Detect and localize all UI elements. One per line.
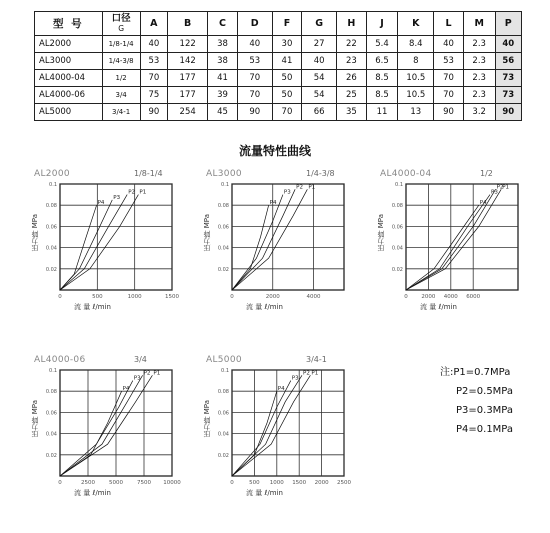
- curve-label: P4: [97, 200, 105, 207]
- chart-svg: [28, 358, 182, 498]
- x-tick-label: 7500: [137, 480, 151, 486]
- dimension-cell: 75: [140, 87, 167, 104]
- flow-chart-al4000-06: [28, 355, 184, 510]
- dimension-cell: 70: [140, 70, 167, 87]
- y-tick-label: 0.06: [391, 224, 403, 231]
- dimension-cell: 41: [272, 53, 302, 70]
- port-cell: 1/2: [102, 70, 140, 87]
- y-tick-label: 0.08: [217, 203, 229, 210]
- model-cell: AL5000: [35, 104, 103, 121]
- y-tick-label: 0.02: [45, 266, 57, 273]
- plot-frame: [406, 184, 518, 290]
- header-col: M: [463, 12, 495, 36]
- chart-port-size: 3/4: [134, 355, 147, 364]
- x-tick-label: 6000: [466, 294, 481, 300]
- note-line: P2=0.5MPa: [456, 386, 514, 397]
- curve-label: P3: [113, 194, 121, 201]
- x-tick-label: 1000: [127, 294, 142, 300]
- chart-svg: [200, 172, 354, 312]
- chart-port-size: 1/4-3/8: [306, 169, 335, 178]
- model-cell: AL2000: [35, 36, 103, 53]
- dimension-cell: 40: [302, 53, 337, 70]
- x-tick-label: 2000: [265, 294, 280, 300]
- curve-label: P2: [303, 370, 310, 377]
- curve-label: P1: [139, 189, 147, 196]
- dimension-cell: 10.5: [398, 87, 434, 104]
- dimension-cell: 142: [168, 53, 208, 70]
- note-line: P4=0.1MPa: [456, 424, 514, 435]
- model-cell: AL4000-06: [35, 87, 103, 104]
- dimension-cell: 5.4: [366, 36, 398, 53]
- chart-port-size: 1/2: [480, 169, 493, 178]
- curve-label: P4: [122, 386, 130, 393]
- port-cell: 3/4-1: [102, 104, 140, 121]
- dimension-cell: 53: [237, 53, 272, 70]
- dimension-cell: 66: [302, 104, 337, 121]
- dimension-cell: 25: [337, 87, 367, 104]
- dimension-cell: 177: [168, 87, 208, 104]
- chart-svg: [200, 358, 354, 498]
- dimension-cell: 70: [272, 104, 302, 121]
- x-tick-label: 500: [249, 480, 260, 486]
- dimension-cell: 73: [495, 87, 521, 104]
- curve-p3: [60, 200, 112, 290]
- y-tick-label: 0.04: [217, 245, 229, 252]
- spec-row: [35, 53, 522, 70]
- dimension-cell: 8.4: [398, 36, 434, 53]
- curve-label: P2: [143, 370, 151, 377]
- dimension-cell: 35: [337, 104, 367, 121]
- dimension-cell: 40: [140, 36, 167, 53]
- curve-label: P4: [277, 386, 285, 393]
- section-title: 流量特性曲线: [238, 144, 311, 158]
- y-tick-label: 0.08: [217, 389, 229, 396]
- dimension-cell: 40: [495, 36, 521, 53]
- header-port-label: 口径: [111, 12, 131, 24]
- y-tick-label: 0.1: [49, 368, 57, 374]
- header-col: F: [272, 12, 302, 36]
- curve-label: P1: [308, 184, 316, 191]
- dimension-cell: 40: [434, 36, 464, 53]
- header-col: P: [495, 12, 521, 36]
- chart-port-size: 1/8-1/4: [134, 169, 163, 178]
- dimension-cell: 3.2: [463, 104, 495, 121]
- y-axis-label: 压力降 MPa: [31, 214, 39, 252]
- curve-label: P2: [296, 184, 303, 191]
- dimension-cell: 8.5: [366, 70, 398, 87]
- header-port-unit: G: [118, 23, 125, 33]
- header-col: A: [140, 12, 167, 36]
- dimension-cell: 73: [495, 70, 521, 87]
- header-col: B: [168, 12, 208, 36]
- x-tick-label: 1500: [292, 480, 307, 486]
- curve-p2: [60, 375, 143, 476]
- flow-chart-al3000: [200, 169, 356, 324]
- y-tick-label: 0.08: [45, 203, 57, 210]
- dimension-cell: 90: [237, 104, 272, 121]
- dimension-cell: 2.3: [463, 53, 495, 70]
- dimension-cell: 27: [302, 36, 337, 53]
- dimension-cell: 90: [434, 104, 464, 121]
- flow-chart-al4000-04: [374, 169, 530, 324]
- x-tick-label: 2000: [314, 480, 329, 486]
- dimension-cell: 50: [272, 87, 302, 104]
- x-tick-label: 0: [230, 480, 234, 486]
- dimension-cell: 53: [434, 53, 464, 70]
- dimension-cell: 2.3: [463, 70, 495, 87]
- port-cell: 1/4-3/8: [102, 53, 140, 70]
- curve-label: P4: [479, 200, 487, 207]
- x-axis-label: 流 量 ℓ/min: [74, 489, 111, 497]
- header-col: D: [237, 12, 272, 36]
- x-axis-label: 流 量 ℓ/min: [246, 303, 283, 311]
- model-cell: AL3000: [35, 53, 103, 70]
- spec-row: [35, 104, 522, 121]
- y-tick-label: 0.02: [391, 266, 403, 273]
- dimension-cell: 90: [495, 104, 521, 121]
- curve-label: P2: [128, 189, 136, 196]
- y-tick-label: 0.06: [45, 410, 57, 417]
- curve-p2: [232, 375, 302, 476]
- curve-p3: [232, 381, 291, 476]
- x-tick-label: 2000: [421, 294, 436, 300]
- spec-row: [35, 70, 522, 87]
- chart-title: AL5000: [206, 355, 242, 365]
- header-col: K: [398, 12, 434, 36]
- dimension-cell: 54: [302, 87, 337, 104]
- header-col: J: [366, 12, 398, 36]
- dimension-cell: 70: [434, 70, 464, 87]
- chart-title: AL4000-06: [34, 355, 86, 365]
- curve-label: P1: [502, 184, 510, 191]
- curve-label: P3: [283, 189, 291, 196]
- x-tick-label: 2500: [337, 480, 351, 486]
- y-tick-label: 0.04: [391, 245, 403, 252]
- curve-p3: [60, 381, 133, 476]
- x-tick-label: 2500: [81, 480, 95, 486]
- dimension-cell: 6.5: [366, 53, 398, 70]
- y-tick-label: 0.1: [221, 368, 229, 374]
- note-line: 注:P1=0.7MPa: [440, 367, 511, 378]
- dimension-cell: 41: [208, 70, 238, 87]
- dimension-cell: 70: [237, 70, 272, 87]
- y-tick-label: 0.04: [45, 245, 57, 252]
- x-tick-label: 5000: [109, 480, 123, 486]
- dimension-cell: 10.5: [398, 70, 434, 87]
- flow-chart-al5000: [200, 355, 356, 510]
- y-axis-label: 压力降 MPa: [203, 214, 211, 252]
- dimension-cell: 39: [208, 87, 238, 104]
- y-tick-label: 0.06: [217, 410, 229, 417]
- dimension-cell: 13: [398, 104, 434, 121]
- y-tick-label: 0.1: [49, 182, 57, 188]
- header-col: L: [434, 12, 464, 36]
- spec-table: [34, 11, 522, 121]
- plot-frame: [232, 184, 344, 290]
- curve-p3: [406, 195, 490, 290]
- y-tick-label: 0.06: [45, 224, 57, 231]
- y-tick-label: 0.08: [45, 389, 57, 396]
- header-col: G: [302, 12, 337, 36]
- y-axis-label: 压力降 MPa: [31, 400, 39, 438]
- header-col: H: [337, 12, 367, 36]
- y-tick-label: 0.04: [217, 431, 229, 438]
- chart-title: AL3000: [206, 169, 242, 179]
- curve-p2: [60, 195, 127, 290]
- chart-svg: [374, 172, 528, 312]
- curve-p1: [406, 189, 501, 290]
- dimension-cell: 2.3: [463, 87, 495, 104]
- dimension-cell: 2.3: [463, 36, 495, 53]
- y-axis-label: 压力降 MPa: [377, 214, 385, 252]
- flow-chart-al2000: [28, 169, 184, 324]
- spec-row: [35, 87, 522, 104]
- y-tick-label: 0.08: [391, 203, 403, 210]
- x-tick-label: 0: [58, 480, 62, 486]
- dimension-cell: 122: [168, 36, 208, 53]
- dimension-cell: 8.5: [366, 87, 398, 104]
- dimension-cell: 53: [140, 53, 167, 70]
- dimension-cell: 38: [208, 36, 238, 53]
- spec-row: [35, 36, 522, 53]
- dimension-cell: 45: [208, 104, 238, 121]
- curve-label: P3: [291, 375, 299, 382]
- x-tick-label: 0: [230, 294, 234, 300]
- x-tick-label: 4000: [306, 294, 321, 300]
- curve-label: P1: [153, 370, 161, 377]
- x-axis-label: 流 量 ℓ/min: [246, 489, 283, 497]
- dimension-cell: 70: [237, 87, 272, 104]
- y-axis-label: 压力降 MPa: [203, 400, 211, 438]
- x-axis-label: 流 量 ℓ/min: [420, 303, 457, 311]
- x-tick-label: 1500: [165, 294, 179, 300]
- curve-label: P2: [496, 184, 504, 191]
- x-tick-label: 500: [92, 294, 103, 300]
- dimension-cell: 30: [272, 36, 302, 53]
- curve-label: P4: [269, 200, 277, 207]
- y-tick-label: 0.02: [217, 452, 229, 459]
- chart-title: AL4000-04: [380, 169, 432, 179]
- spec-header-row: [35, 12, 522, 36]
- dimension-cell: 8: [398, 53, 434, 70]
- dimension-cell: 54: [302, 70, 337, 87]
- dimension-cell: 22: [337, 36, 367, 53]
- y-tick-label: 0.1: [221, 182, 229, 188]
- dimension-cell: 50: [272, 70, 302, 87]
- dimension-cell: 254: [168, 104, 208, 121]
- dimension-cell: 70: [434, 87, 464, 104]
- y-tick-label: 0.04: [45, 431, 57, 438]
- model-cell: AL4000-04: [35, 70, 103, 87]
- x-tick-label: 0: [58, 294, 62, 300]
- header-model: 型 号: [35, 12, 103, 36]
- dimension-cell: 26: [337, 70, 367, 87]
- y-tick-label: 0.02: [45, 452, 57, 459]
- curve-p3: [232, 195, 283, 290]
- chart-svg: [28, 172, 182, 312]
- dimension-cell: 11: [366, 104, 398, 121]
- dimension-cell: 40: [237, 36, 272, 53]
- header-port: [102, 12, 140, 36]
- y-tick-label: 0.02: [217, 266, 229, 273]
- dimension-cell: 56: [495, 53, 521, 70]
- y-tick-label: 0.06: [217, 224, 229, 231]
- y-tick-label: 0.1: [395, 182, 403, 188]
- curve-label: P1: [311, 370, 319, 377]
- note-line: P3=0.3MPa: [456, 405, 514, 416]
- x-tick-label: 10000: [163, 480, 181, 486]
- dimension-cell: 38: [208, 53, 238, 70]
- dimension-cell: 177: [168, 70, 208, 87]
- port-cell: 3/4: [102, 87, 140, 104]
- spec-table-body: [35, 36, 522, 121]
- header-col: C: [208, 12, 238, 36]
- pressure-note: [440, 363, 513, 439]
- port-cell: 1/8-1/4: [102, 36, 140, 53]
- x-tick-label: 4000: [443, 294, 458, 300]
- x-axis-label: 流 量 ℓ/min: [74, 303, 111, 311]
- curve-label: P3: [133, 375, 141, 382]
- curve-p1: [232, 375, 310, 476]
- x-tick-label: 0: [404, 294, 408, 300]
- curve-p2: [232, 189, 295, 290]
- dimension-cell: 90: [140, 104, 167, 121]
- dimension-cell: 23: [337, 53, 367, 70]
- curve-label: P3: [491, 189, 498, 196]
- x-tick-label: 1000: [269, 480, 284, 486]
- chart-title: AL2000: [34, 169, 70, 179]
- chart-port-size: 3/4-1: [306, 355, 327, 364]
